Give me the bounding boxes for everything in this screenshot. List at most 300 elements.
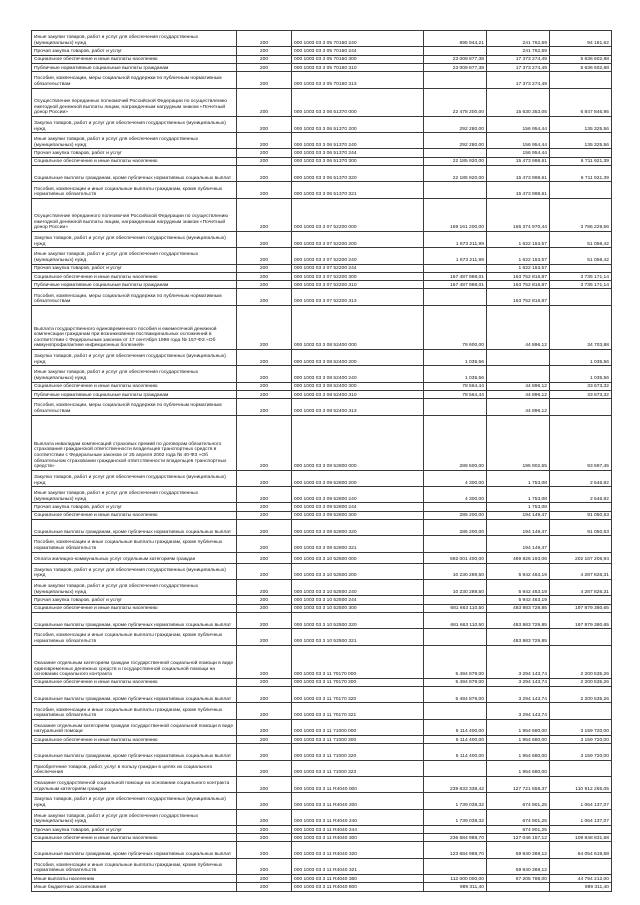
budget-classification-code: 000 1003 03 3 08 52400 000	[292, 305, 424, 349]
executed-amount: 674 901,25	[487, 793, 550, 809]
budget-classification-code: 000 1003 03 3 09 52800 200	[292, 470, 424, 486]
executed-amount: 1 753,08	[487, 503, 550, 511]
line-code: 200	[237, 834, 292, 842]
line-code: 200	[237, 563, 292, 579]
approved-amount: 22 185 920,00	[424, 166, 487, 182]
budget-classification-code: 000 1003 03 3 05 70160 313	[292, 72, 424, 88]
unexecuted-amount: 2 200 535,26	[550, 678, 612, 686]
executed-amount	[487, 366, 550, 382]
budget-classification-code: 000 1003 03 3 11 70170 300	[292, 678, 424, 686]
budget-classification-code: 000 1003 03 3 11 R4040 240	[292, 809, 424, 825]
approved-amount: 681 663 110,50	[424, 604, 487, 612]
unexecuted-amount: 3 159 720,00	[550, 719, 612, 735]
unexecuted-amount	[550, 596, 612, 604]
unexecuted-amount	[550, 264, 612, 272]
budget-classification-code: 000 1003 03 3 08 52400 240	[292, 366, 424, 382]
unexecuted-amount: 64 054 619,58	[550, 842, 612, 858]
executed-amount: 44 896,12	[487, 305, 550, 349]
budget-classification-code: 000 1003 03 3 11 R4040 800	[292, 883, 424, 891]
expense-item-name: Иные закупки товаров, работ и услуг для обеспечения государственных (муниципальных) нужд	[32, 31, 237, 47]
executed-amount: 1 753,08	[487, 470, 550, 486]
expense-item-name: Социальное обеспечение и иные выплаты населению	[32, 604, 237, 612]
approved-amount: 123 684 988,70	[424, 842, 487, 858]
expense-item-name: Закупка товаров, работ и услуг для обеспечения государственных (муниципальных) нужд	[32, 470, 237, 486]
approved-amount: 79 600,00	[424, 305, 487, 349]
table-row	[32, 744, 612, 760]
expense-item-name: Пособия, компенсации и иные социальные выплаты гражданам, кроме публичных нормативных обязательств	[32, 703, 237, 719]
executed-amount: 674 901,25	[487, 809, 550, 825]
line-code: 200	[237, 415, 292, 470]
unexecuted-amount: 109 848 831,58	[550, 834, 612, 842]
budget-classification-code: 000 1003 03 3 09 52800 300	[292, 511, 424, 519]
line-code: 200	[237, 63, 292, 71]
executed-amount: 1 954 680,00	[487, 744, 550, 760]
expense-item-name: Оказание отдельным категориям граждан государственной социальной помощи в виде единовременных денежных средств и государственной социальной помощи на основании социального контракта	[32, 645, 237, 678]
line-code: 200	[237, 116, 292, 132]
budget-classification-code: 000 1003 03 3 11 71000 320	[292, 744, 424, 760]
unexecuted-amount: 4 287 826,31	[550, 580, 612, 596]
unexecuted-amount: 197 879 380,65	[550, 612, 612, 628]
executed-amount: 17 373 274,49	[487, 72, 550, 88]
table-row	[32, 580, 612, 596]
table-row	[32, 511, 612, 519]
approved-amount: 285 200,00	[424, 520, 487, 536]
expense-item-name: Выплата государственного единовременного пособия и ежемесячной денежной компенсации гражданам при возникновении поствакцинальных осложнений в соответствии с Федеральным законом от 17 сентября 1998 года № 157-ФЗ «Об иммунопрофилактике инфекционных болезней»	[32, 305, 237, 349]
line-code: 200	[237, 349, 292, 365]
table-row	[32, 264, 612, 272]
line-code: 200	[237, 825, 292, 833]
budget-classification-code: 000 1003 03 3 11 70170 320	[292, 687, 424, 703]
approved-amount: 236 684 988,70	[424, 834, 487, 842]
approved-amount: 5 114 400,00	[424, 744, 487, 760]
expense-item-name: Социальные выплаты гражданам, кроме публичных нормативных социальных выплат	[32, 166, 237, 182]
executed-amount: 163 752 816,87	[487, 281, 550, 289]
approved-amount	[424, 503, 487, 511]
unexecuted-amount: 989 311,40	[550, 883, 612, 891]
approved-amount: 1 035,56	[424, 366, 487, 382]
expense-item-name: Иные закупки товаров, работ и услуг для обеспечения государственных (муниципальных) нужд	[32, 487, 237, 503]
budget-classification-code: 000 1003 03 3 06 51370 320	[292, 166, 424, 182]
line-code: 200	[237, 487, 292, 503]
executed-amount: 15 473 998,61	[487, 166, 550, 182]
table-row	[32, 281, 612, 289]
executed-amount: 1 954 680,00	[487, 736, 550, 744]
table-row	[32, 687, 612, 703]
line-code: 200	[237, 231, 292, 247]
executed-amount: 17 373 274,49	[487, 63, 550, 71]
line-code: 200	[237, 719, 292, 735]
executed-amount: 44 896,12	[487, 390, 550, 398]
expense-item-name: Закупка товаров, работ и услуг для обеспечения государственных (муниципальных) нужд	[32, 793, 237, 809]
table-row	[32, 47, 612, 55]
table-row	[32, 604, 612, 612]
expense-item-name: Иные закупки товаров, работ и услуг для обеспечения государственных (муниципальных) нужд	[32, 580, 237, 596]
unexecuted-amount: 6 711 921,39	[550, 166, 612, 182]
executed-amount: 3 294 143,74	[487, 678, 550, 686]
line-code: 200	[237, 390, 292, 398]
approved-amount	[424, 703, 487, 719]
executed-amount: 1 954 680,00	[487, 719, 550, 735]
table-row	[32, 166, 612, 182]
unexecuted-amount	[550, 503, 612, 511]
expense-item-name: Пособия, компенсации и иные социальные выплаты гражданам, кроме публичных нормативных обязательств	[32, 182, 237, 198]
unexecuted-amount: 5 636 602,88	[550, 55, 612, 63]
executed-amount: 59 840 369,12	[487, 858, 550, 874]
approved-amount: 989 311,40	[424, 883, 487, 891]
unexecuted-amount: 51 058,42	[550, 231, 612, 247]
unexecuted-amount: 2 546,92	[550, 470, 612, 486]
line-code: 200	[237, 580, 292, 596]
expense-item-name: Иные закупки товаров, работ и услуг для обеспечения государственных (муниципальных) нужд	[32, 248, 237, 264]
expense-item-name: Социальное обеспечение и иные выплаты населению	[32, 736, 237, 744]
approved-amount: 78 564,44	[424, 382, 487, 390]
budget-classification-code: 000 1003 03 3 07 52200 313	[292, 289, 424, 305]
unexecuted-amount: 135 325,56	[550, 116, 612, 132]
budget-classification-code: 000 1003 03 3 07 52200 000	[292, 198, 424, 231]
table-row	[32, 793, 612, 809]
table-row	[32, 883, 612, 891]
executed-amount: 15 630 353,05	[487, 88, 550, 116]
approved-amount	[424, 47, 487, 55]
expense-item-name: Осуществление переданных полномочий Российской Федерации по осуществлению ежегодной денежной выплаты лицам, награжденным нагрудным знаком «Почетный донор России»	[32, 88, 237, 116]
line-code: 200	[237, 289, 292, 305]
line-code: 200	[237, 511, 292, 519]
table-row	[32, 63, 612, 71]
approved-amount	[424, 825, 487, 833]
unexecuted-amount	[550, 47, 612, 55]
executed-amount: 163 752 816,87	[487, 289, 550, 305]
line-code: 200	[237, 883, 292, 891]
approved-amount: 285 200,00	[424, 511, 487, 519]
table-body	[32, 31, 612, 892]
expense-item-name: Прочая закупка товаров, работ и услуг	[32, 596, 237, 604]
budget-classification-code: 000 1003 03 3 08 52400 310	[292, 390, 424, 398]
executed-amount: 241 762,59	[487, 47, 550, 55]
executed-amount: 5 942 463,19	[487, 563, 550, 579]
unexecuted-amount: 3 786 229,56	[550, 198, 612, 231]
unexecuted-amount	[550, 72, 612, 88]
approved-amount: 23 009 877,38	[424, 63, 487, 71]
table-row	[32, 834, 612, 842]
unexecuted-amount: 3 735 171,14	[550, 272, 612, 280]
expense-item-name: Социальные выплаты гражданам, кроме публичных нормативных социальных выплат	[32, 520, 237, 536]
unexecuted-amount: 51 058,42	[550, 248, 612, 264]
executed-amount: 17 373 274,49	[487, 55, 550, 63]
expense-item-name: Прочая закупка товаров, работ и услуг	[32, 47, 237, 55]
approved-amount: 239 633 338,42	[424, 776, 487, 792]
executed-amount: 194 149,47	[487, 511, 550, 519]
approved-amount: 289 500,00	[424, 415, 487, 470]
line-code: 200	[237, 305, 292, 349]
table-row	[32, 736, 612, 744]
unexecuted-amount: 6 711 921,39	[550, 157, 612, 165]
expense-item-name: Оплата жилищно-коммунальных услуг отдельным категориям граждан	[32, 552, 237, 563]
expense-item-name: Иные закупки товаров, работ и услуг для обеспечения государственных (муниципальных) нужд	[32, 366, 237, 382]
budget-classification-code: 000 1003 03 3 11 R4040 200	[292, 793, 424, 809]
budget-classification-code: 000 1003 03 3 11 R4040 320	[292, 842, 424, 858]
line-code: 200	[237, 157, 292, 165]
table-row	[32, 248, 612, 264]
expense-item-name: Прочая закупка товаров, работ и услуг	[32, 264, 237, 272]
line-code: 200	[237, 198, 292, 231]
approved-amount	[424, 72, 487, 88]
table-row	[32, 875, 612, 883]
expense-item-name: Прочая закупка товаров, работ и услуг	[32, 149, 237, 157]
executed-amount: 15 473 998,61	[487, 157, 550, 165]
line-code: 200	[237, 366, 292, 382]
line-code: 200	[237, 678, 292, 686]
expense-item-name: Публичные нормативные социальные выплаты гражданам	[32, 63, 237, 71]
approved-amount	[424, 149, 487, 157]
budget-classification-code: 000 1003 03 3 06 51370 244	[292, 149, 424, 157]
approved-amount: 895 944,21	[424, 31, 487, 47]
line-code: 200	[237, 858, 292, 874]
budget-classification-code: 000 1003 03 3 11 70170 000	[292, 645, 424, 678]
approved-amount: 10 230 289,50	[424, 563, 487, 579]
executed-amount: 44 896,12	[487, 399, 550, 415]
executed-amount: 489 826 193,06	[487, 552, 550, 563]
expense-item-name: Иные выплаты населению	[32, 875, 237, 883]
table-row	[32, 182, 612, 198]
budget-classification-code: 000 1003 03 3 11 R4040 244	[292, 825, 424, 833]
approved-amount: 1 739 038,32	[424, 809, 487, 825]
expense-item-name: Иные бюджетные ассигнования	[32, 883, 237, 891]
expense-item-name: Иные закупки товаров, работ и услуг для обеспечения государственных (муниципальных) нужд	[32, 133, 237, 149]
table-row	[32, 678, 612, 686]
expense-item-name: Приобретение товаров, работ, услуг в пользу граждан в целях их социального обеспечения	[32, 760, 237, 776]
executed-amount: 1 753,08	[487, 487, 550, 503]
table-row	[32, 349, 612, 365]
budget-classification-code: 000 1003 03 3 10 52500 240	[292, 580, 424, 596]
unexecuted-amount: 3 735 171,14	[550, 281, 612, 289]
unexecuted-amount: 93 597,45	[550, 415, 612, 470]
table-row	[32, 399, 612, 415]
line-code: 200	[237, 272, 292, 280]
approved-amount: 5 494 879,00	[424, 687, 487, 703]
expense-item-name: Оказание отдельным категориям граждан государственной социальной помощи в виде натуральной помощи	[32, 719, 237, 735]
approved-amount	[424, 629, 487, 645]
table-row	[32, 719, 612, 735]
unexecuted-amount	[550, 182, 612, 198]
line-code: 200	[237, 612, 292, 628]
budget-classification-code: 000 1003 03 3 10 52500 000	[292, 552, 424, 563]
unexecuted-amount: 1 035,56	[550, 366, 612, 382]
unexecuted-amount	[550, 536, 612, 552]
executed-amount: 1 954 680,00	[487, 760, 550, 776]
line-code: 200	[237, 31, 292, 47]
unexecuted-amount: 3 159 720,00	[550, 736, 612, 744]
approved-amount: 5 494 879,00	[424, 645, 487, 678]
expense-item-name: Социальное обеспечение и иные выплаты населению	[32, 511, 237, 519]
executed-amount: 194 149,47	[487, 536, 550, 552]
line-code: 200	[237, 133, 292, 149]
unexecuted-amount: 91 050,53	[550, 511, 612, 519]
executed-amount: 3 294 143,74	[487, 687, 550, 703]
line-code: 200	[237, 776, 292, 792]
budget-classification-code: 000 1003 03 3 09 52800 320	[292, 520, 424, 536]
approved-amount	[424, 858, 487, 874]
executed-amount: 483 983 729,85	[487, 612, 550, 628]
executed-amount: 194 149,47	[487, 520, 550, 536]
executed-amount: 5 942 463,19	[487, 580, 550, 596]
table-row	[32, 563, 612, 579]
line-code: 200	[237, 47, 292, 55]
unexecuted-amount: 1 035,56	[550, 349, 612, 365]
table-row	[32, 116, 612, 132]
expense-item-name: Закупка товаров, работ и услуг для обеспечения государственных (муниципальных) нужд	[32, 563, 237, 579]
line-code: 200	[237, 520, 292, 536]
executed-amount: 127 046 157,12	[487, 834, 550, 842]
unexecuted-amount: 33 673,32	[550, 390, 612, 398]
executed-amount: 674 901,25	[487, 825, 550, 833]
expense-item-name: Социальное обеспечение и иные выплаты населению	[32, 157, 237, 165]
line-code: 200	[237, 629, 292, 645]
unexecuted-amount	[550, 703, 612, 719]
budget-classification-code: 000 1003 03 3 09 52800 000	[292, 415, 424, 470]
approved-amount	[424, 596, 487, 604]
unexecuted-amount	[550, 289, 612, 305]
line-code: 200	[237, 604, 292, 612]
table-row	[32, 55, 612, 63]
executed-amount	[487, 883, 550, 891]
executed-amount: 156 954,44	[487, 133, 550, 149]
table-row	[32, 305, 612, 349]
approved-amount	[424, 182, 487, 198]
line-code: 200	[237, 875, 292, 883]
expense-item-name: Пособия, компенсации, меры социальной поддержки по публичным нормативным обязательствам	[32, 72, 237, 88]
unexecuted-amount: 91 050,53	[550, 520, 612, 536]
budget-classification-code: 000 1003 03 3 08 52400 313	[292, 399, 424, 415]
approved-amount: 167 487 988,01	[424, 272, 487, 280]
expense-item-name: Публичные нормативные социальные выплаты гражданам	[32, 390, 237, 398]
table-row	[32, 470, 612, 486]
budget-classification-code: 000 1003 03 3 07 52200 300	[292, 272, 424, 280]
unexecuted-amount: 33 673,32	[550, 382, 612, 390]
executed-amount: 483 983 729,85	[487, 604, 550, 612]
budget-classification-code: 000 1003 03 3 09 52800 244	[292, 503, 424, 511]
expense-item-name: Социальное обеспечение и иные выплаты населению	[32, 272, 237, 280]
unexecuted-amount	[550, 629, 612, 645]
executed-amount: 3 294 143,74	[487, 703, 550, 719]
budget-classification-code: 000 1003 03 3 06 51370 000	[292, 88, 424, 116]
budget-classification-code: 000 1003 03 3 05 70160 310	[292, 63, 424, 71]
table-row	[32, 31, 612, 47]
approved-amount: 292 280,00	[424, 133, 487, 149]
budget-classification-code: 000 1003 03 3 11 71000 000	[292, 719, 424, 735]
approved-amount: 5 114 400,00	[424, 719, 487, 735]
expense-item-name: Социальные выплаты гражданам, кроме публичных нормативных социальных выплат	[32, 612, 237, 628]
approved-amount: 5 114 400,00	[424, 736, 487, 744]
expense-item-name: Пособия, компенсации и иные социальные выплаты гражданам, кроме публичных нормативных обязательств	[32, 858, 237, 874]
executed-amount: 1 622 153,57	[487, 248, 550, 264]
executed-amount: 1 622 153,57	[487, 264, 550, 272]
executed-amount	[487, 349, 550, 365]
table-row	[32, 72, 612, 88]
budget-classification-code: 000 1003 03 3 10 52500 321	[292, 629, 424, 645]
unexecuted-amount: 2 200 535,26	[550, 645, 612, 678]
expense-item-name: Публичные нормативные социальные выплаты гражданам	[32, 281, 237, 289]
expense-item-name: Социальные выплаты гражданам, кроме публичных нормативных социальных выплат	[32, 687, 237, 703]
table-row	[32, 825, 612, 833]
budget-classification-code: 000 1003 03 3 10 52500 200	[292, 563, 424, 579]
executed-amount: 195 902,55	[487, 415, 550, 470]
line-code: 200	[237, 182, 292, 198]
approved-amount	[424, 289, 487, 305]
unexecuted-amount: 94 181,62	[550, 31, 612, 47]
expense-item-name: Социальное обеспечение и иные выплаты населению	[32, 55, 237, 63]
approved-amount: 22 478 200,00	[424, 88, 487, 116]
budget-classification-code: 000 1003 03 3 05 70160 240	[292, 31, 424, 47]
expense-item-name: Выплата инвалидам компенсаций страховых премий по договорам обязательного страхования гражданской ответственности владельцев транспортных средств в соответствии с Федеральным законом от 25 апреля 2002 года № 40-ФЗ «Об обязательном страховании гражданской ответственности владельцев транспортных средств»	[32, 415, 237, 470]
approved-amount: 22 185 920,00	[424, 157, 487, 165]
approved-amount: 1 739 038,32	[424, 793, 487, 809]
table-row	[32, 809, 612, 825]
table-row	[32, 703, 612, 719]
unexecuted-amount: 197 879 380,65	[550, 604, 612, 612]
unexecuted-amount: 6 847 846,95	[550, 88, 612, 116]
line-code: 200	[237, 809, 292, 825]
budget-execution-table	[31, 30, 612, 892]
expense-item-name: Социальные выплаты гражданам, кроме публичных нормативных социальных выплат	[32, 744, 237, 760]
expense-item-name: Осуществление переданного полномочия Российской Федерации по осуществлению ежегодной денежной выплаты лицам, награжденным нагрудным знаком «Почетный донор России»	[32, 198, 237, 231]
budget-classification-code: 000 1003 03 3 11 71000 323	[292, 760, 424, 776]
unexecuted-amount: 5 636 602,88	[550, 63, 612, 71]
line-code: 200	[237, 399, 292, 415]
unexecuted-amount: 34 703,88	[550, 305, 612, 349]
budget-classification-code: 000 1003 03 3 06 51370 200	[292, 116, 424, 132]
expense-item-name: Социальные выплаты гражданам, кроме публичных нормативных социальных выплат	[32, 842, 237, 858]
approved-amount: 1 673 211,99	[424, 231, 487, 247]
expense-item-name: Прочая закупка товаров, работ и услуг	[32, 503, 237, 511]
unexecuted-amount: 1 064 137,07	[550, 809, 612, 825]
table-row	[32, 390, 612, 398]
executed-amount: 483 983 729,85	[487, 629, 550, 645]
approved-amount: 112 000 000,00	[424, 875, 487, 883]
executed-amount: 163 752 816,87	[487, 272, 550, 280]
approved-amount: 23 009 877,38	[424, 55, 487, 63]
approved-amount: 1 035,56	[424, 349, 487, 365]
line-code: 200	[237, 88, 292, 116]
table-row	[32, 415, 612, 470]
line-code: 200	[237, 793, 292, 809]
budget-classification-code: 000 1003 03 3 11 R4040 360	[292, 875, 424, 883]
budget-classification-code: 000 1003 03 3 06 51370 300	[292, 157, 424, 165]
approved-amount	[424, 399, 487, 415]
approved-amount: 692 001 400,00	[424, 552, 487, 563]
table-row	[32, 133, 612, 149]
approved-amount: 5 494 879,00	[424, 678, 487, 686]
expense-item-name: Пособия, компенсации, меры социальной поддержки по публичным нормативным обязательствам	[32, 289, 237, 305]
table-row	[32, 88, 612, 116]
line-code: 200	[237, 55, 292, 63]
line-code: 200	[237, 842, 292, 858]
line-code: 200	[237, 382, 292, 390]
line-code: 200	[237, 72, 292, 88]
unexecuted-amount: 44 794 212,00	[550, 875, 612, 883]
expense-item-name: Закупка товаров, работ и услуг для обеспечения государственных (муниципальных) нужд	[32, 231, 237, 247]
line-code: 200	[237, 736, 292, 744]
budget-classification-code: 000 1003 03 3 08 52400 300	[292, 382, 424, 390]
unexecuted-amount: 2 200 535,26	[550, 687, 612, 703]
approved-amount: 169 161 200,00	[424, 198, 487, 231]
table-row	[32, 157, 612, 165]
approved-amount: 4 300,00	[424, 487, 487, 503]
budget-classification-code: 000 1003 03 3 06 51370 321	[292, 182, 424, 198]
budget-classification-code: 000 1003 03 3 09 52800 321	[292, 536, 424, 552]
line-code: 200	[237, 149, 292, 157]
table-row	[32, 858, 612, 874]
table-row	[32, 503, 612, 511]
